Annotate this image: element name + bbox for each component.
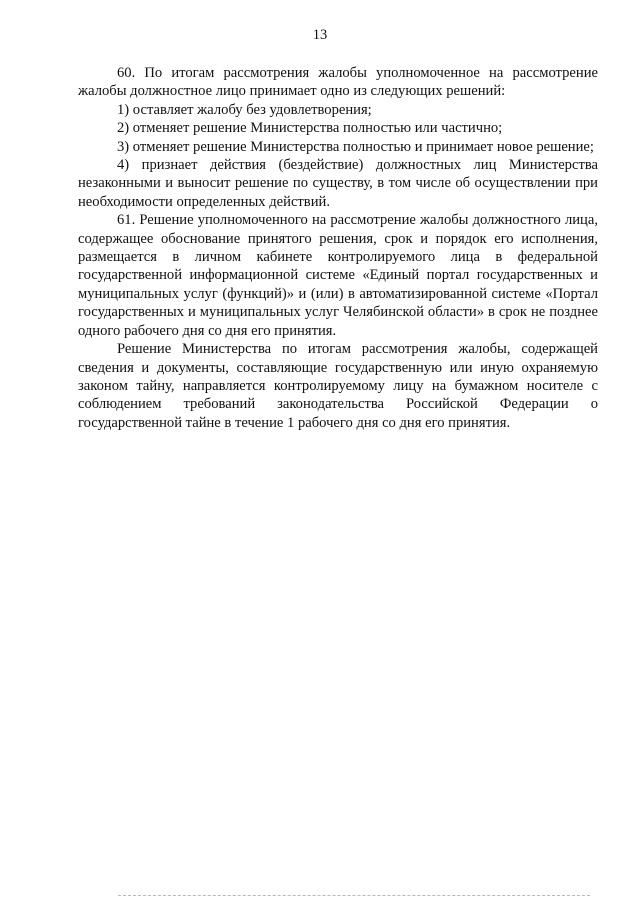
document-body [78,64,598,432]
scan-bottom-edge [118,895,590,896]
list-item-2: 2) отменяет решение Министерства полностью или частично; [117,120,503,137]
list-item-3: 3) отменяет решение Министерства полностью и принимает новое решение; [117,138,594,155]
paragraph-60: 60. По итогам рассмотрения жалобы уполномоченное на рассмотрение жалобы должностное лицо принимает одно из следующих решений: [78,65,598,100]
list-item-4: 4) признает действия (бездействие) должностных лиц Министерства незаконными и выносит решение по существу, в том числе об осуществлении при необходимости определенных действий. [78,157,598,210]
list-item-1: 1) оставляет жалобу без удовлетворения; [117,101,372,118]
page-number: 13 [312,27,328,43]
paragraph-secret-decision: Решение Министерства по итогам рассмотрения жалобы, содержащей сведения и документы, составляющие государственную или иную охраняемую законом тайну, направляется контролируемому лицу на бумажном носителе с соблюдением требований законодательства Российской Федерации о государственной тайне в течение 1 рабочего дня со дня его принятия. [78,341,598,431]
paragraph-61: 61. Решение уполномоченного на рассмотрение жалобы должностного лица, содержащее обоснование принятого решения, срок и порядок его исполнения, размещается в личном кабинете контролируемого лица в федеральной государственной информационной системе «Единый портал государственных и муниципальных услуг (функций)» и (или) в автоматизированной системе «Портал государственных и муниципальных услуг Челябинской области» в срок не позднее одного рабочего дня со дня его принятия. [78,212,598,339]
